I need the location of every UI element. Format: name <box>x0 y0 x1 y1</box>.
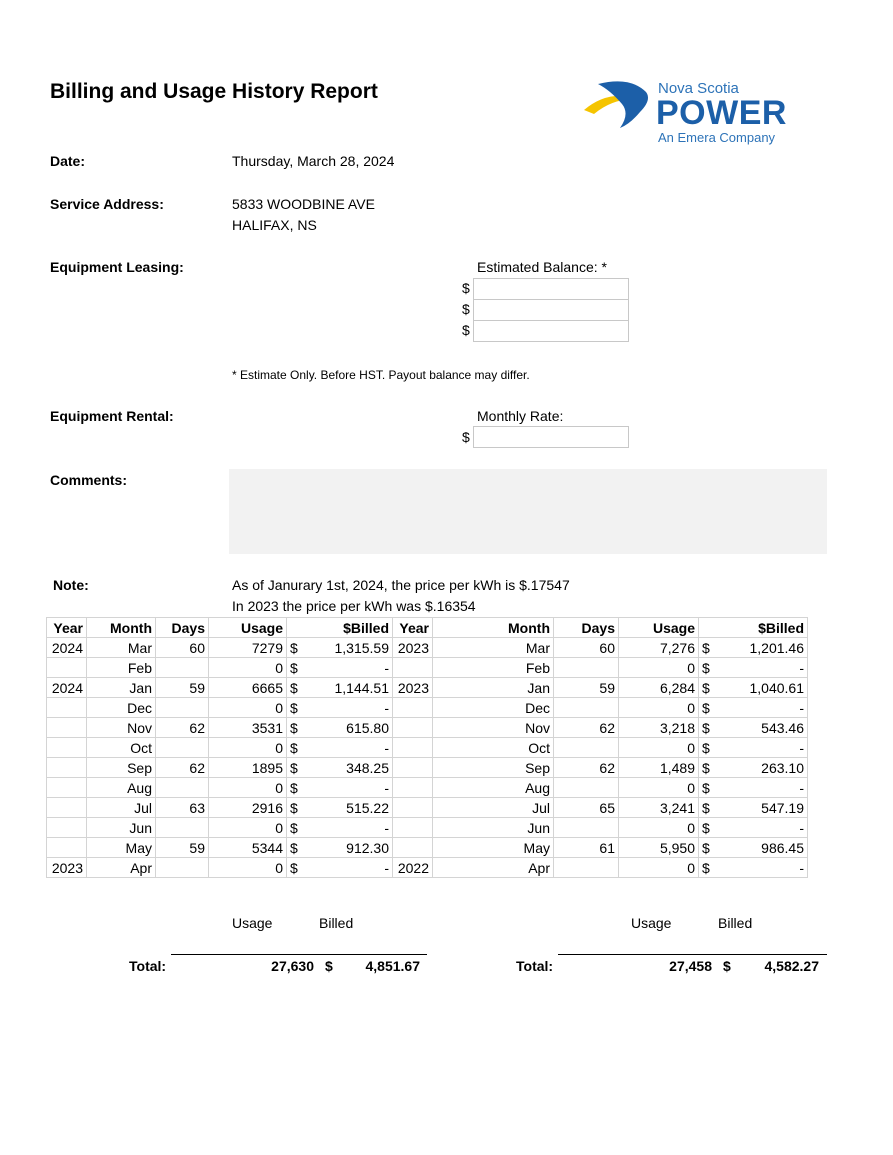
cell-left-billed: 912.30 <box>303 838 393 858</box>
cell-right-month: Dec <box>433 698 554 718</box>
cell-left-days <box>156 818 209 838</box>
cell-left-billed: 515.22 <box>303 798 393 818</box>
cell-right-days: 62 <box>554 718 619 738</box>
cell-right-currency: $ <box>699 858 715 878</box>
cell-left-currency: $ <box>287 638 303 658</box>
total-billed-right: 4,582.27 <box>764 958 819 974</box>
cell-left-days <box>156 698 209 718</box>
cell-right-days: 62 <box>554 758 619 778</box>
cell-right-billed: 1,201.46 <box>715 638 808 658</box>
cell-right-year <box>393 778 433 798</box>
cell-left-usage: 1895 <box>209 758 287 778</box>
cell-left-month: Aug <box>87 778 156 798</box>
cell-right-month: Aug <box>433 778 554 798</box>
balance-currency-2: $ <box>462 301 470 317</box>
cell-right-year: 2023 <box>393 638 433 658</box>
totals-billed-label-left: Billed <box>319 915 354 931</box>
rate-currency: $ <box>462 429 470 445</box>
cell-right-year <box>393 698 433 718</box>
cell-right-days <box>554 778 619 798</box>
cell-right-usage: 1,489 <box>619 758 699 778</box>
cell-left-year: 2023 <box>47 858 87 878</box>
cell-left-month: Feb <box>87 658 156 678</box>
cell-right-days <box>554 818 619 838</box>
cell-right-billed: - <box>715 738 808 758</box>
table-row <box>47 658 808 678</box>
table-row <box>47 818 808 838</box>
service-address-label: Service Address: <box>50 196 164 212</box>
cell-right-year <box>393 718 433 738</box>
nova-scotia-power-logo <box>580 76 820 150</box>
cell-left-days: 59 <box>156 678 209 698</box>
cell-right-year <box>393 838 433 858</box>
cell-right-currency: $ <box>699 838 715 858</box>
cell-right-month: Jan <box>433 678 554 698</box>
cell-right-usage: 0 <box>619 858 699 878</box>
balance-currency-1: $ <box>462 280 470 296</box>
cell-right-month: Jun <box>433 818 554 838</box>
totals-rule-left <box>171 954 427 955</box>
date-label: Date: <box>50 153 86 169</box>
cell-right-usage: 3,218 <box>619 718 699 738</box>
cell-right-billed: - <box>715 818 808 838</box>
header-days: Days <box>156 618 209 638</box>
cell-left-usage: 0 <box>209 738 287 758</box>
monthly-rate-label: Monthly Rate: <box>477 408 564 424</box>
header-year-prev: Year <box>393 618 433 638</box>
cell-left-billed: - <box>303 778 393 798</box>
cell-left-usage: 2916 <box>209 798 287 818</box>
cell-left-currency: $ <box>287 658 303 678</box>
table-row <box>47 698 808 718</box>
header-usage-prev: Usage <box>619 618 699 638</box>
cell-right-currency: $ <box>699 818 715 838</box>
cell-left-days: 63 <box>156 798 209 818</box>
cell-left-currency: $ <box>287 678 303 698</box>
cell-right-billed: - <box>715 778 808 798</box>
cell-right-month: Nov <box>433 718 554 738</box>
cell-left-usage: 0 <box>209 698 287 718</box>
cell-right-usage: 0 <box>619 738 699 758</box>
cell-right-month: Sep <box>433 758 554 778</box>
cell-right-billed: 547.19 <box>715 798 808 818</box>
totals-usage-label-left: Usage <box>232 915 273 931</box>
note-line2: In 2023 the price per kWh was $.16354 <box>232 598 476 614</box>
cell-left-usage: 5344 <box>209 838 287 858</box>
cell-right-currency: $ <box>699 798 715 818</box>
cell-left-currency: $ <box>287 798 303 818</box>
cell-left-month: Apr <box>87 858 156 878</box>
table-row <box>47 678 808 698</box>
cell-left-days <box>156 858 209 878</box>
cell-right-usage: 0 <box>619 658 699 678</box>
logo-text-power: POWER <box>656 94 787 132</box>
cell-left-days: 62 <box>156 718 209 738</box>
cell-left-days <box>156 658 209 678</box>
total-label-left: Total: <box>129 958 167 974</box>
cell-left-usage: 0 <box>209 778 287 798</box>
table-row <box>47 758 808 778</box>
cell-left-currency: $ <box>287 718 303 738</box>
cell-right-days <box>554 858 619 878</box>
table-row <box>47 718 808 738</box>
table-row <box>47 798 808 818</box>
cell-left-year <box>47 698 87 718</box>
totals-rule-right <box>558 954 827 955</box>
header-billed: $Billed <box>287 618 393 638</box>
cell-left-month: Mar <box>87 638 156 658</box>
cell-right-billed: 543.46 <box>715 718 808 738</box>
cell-left-currency: $ <box>287 758 303 778</box>
cell-right-year: 2023 <box>393 678 433 698</box>
cell-left-usage: 0 <box>209 658 287 678</box>
cell-left-month: Jan <box>87 678 156 698</box>
cell-right-year <box>393 658 433 678</box>
cell-right-billed: - <box>715 658 808 678</box>
cell-right-month: Feb <box>433 658 554 678</box>
cell-right-currency: $ <box>699 698 715 718</box>
cell-right-year <box>393 758 433 778</box>
cell-left-billed: 348.25 <box>303 758 393 778</box>
balance-field-2[interactable] <box>473 299 629 321</box>
cell-left-days <box>156 738 209 758</box>
cell-left-billed: - <box>303 658 393 678</box>
total-billed-left: 4,851.67 <box>365 958 420 974</box>
cell-left-year: 2024 <box>47 638 87 658</box>
cell-left-billed: - <box>303 818 393 838</box>
logo-text-nova-scotia: Nova Scotia <box>658 80 739 97</box>
cell-right-year <box>393 798 433 818</box>
total-usage-left: 27,630 <box>271 958 314 974</box>
cell-left-days <box>156 778 209 798</box>
cell-left-month: Nov <box>87 718 156 738</box>
cell-left-currency: $ <box>287 818 303 838</box>
cell-right-usage: 0 <box>619 818 699 838</box>
cell-left-month: Sep <box>87 758 156 778</box>
cell-left-days: 62 <box>156 758 209 778</box>
totals-billed-label-right: Billed <box>718 915 753 931</box>
cell-left-year <box>47 798 87 818</box>
cell-left-month: Jun <box>87 818 156 838</box>
cell-right-month: Oct <box>433 738 554 758</box>
header-billed-prev: $Billed <box>699 618 808 638</box>
cell-left-billed: - <box>303 858 393 878</box>
header-month-prev: Month <box>433 618 554 638</box>
note-line1: As of Janurary 1st, 2024, the price per kWh is $.17547 <box>232 577 570 593</box>
cell-right-billed: - <box>715 698 808 718</box>
cell-left-days: 59 <box>156 838 209 858</box>
cell-right-month: Apr <box>433 858 554 878</box>
monthly-rate-field[interactable] <box>473 426 629 448</box>
total-currency-right: $ <box>723 958 731 974</box>
table-row <box>47 838 808 858</box>
date-value: Thursday, March 28, 2024 <box>232 153 395 169</box>
comments-label: Comments: <box>50 472 128 488</box>
totals-usage-label-right: Usage <box>631 915 672 931</box>
cell-right-days: 61 <box>554 838 619 858</box>
cell-right-days <box>554 658 619 678</box>
cell-right-usage: 7,276 <box>619 638 699 658</box>
cell-left-usage: 0 <box>209 818 287 838</box>
service-address-line2: HALIFAX, NS <box>232 217 317 233</box>
logo-text-emera: An Emera Company <box>658 130 776 145</box>
cell-left-year <box>47 778 87 798</box>
cell-right-days: 59 <box>554 678 619 698</box>
cell-right-usage: 3,241 <box>619 798 699 818</box>
cell-left-year <box>47 738 87 758</box>
equipment-leasing-label: Equipment Leasing: <box>50 259 184 275</box>
cell-left-usage: 3531 <box>209 718 287 738</box>
balance-field-1[interactable] <box>473 278 629 300</box>
table-row <box>47 638 808 658</box>
cell-right-month: Mar <box>433 638 554 658</box>
cell-left-year: 2024 <box>47 678 87 698</box>
equipment-rental-label: Equipment Rental: <box>50 408 174 424</box>
cell-left-currency: $ <box>287 778 303 798</box>
cell-right-month: May <box>433 838 554 858</box>
header-days-prev: Days <box>554 618 619 638</box>
cell-right-days <box>554 738 619 758</box>
cell-left-currency: $ <box>287 858 303 878</box>
cell-right-currency: $ <box>699 638 715 658</box>
total-currency-left: $ <box>325 958 333 974</box>
estimated-balance-label: Estimated Balance: * <box>477 259 607 275</box>
cell-left-currency: $ <box>287 698 303 718</box>
cell-left-year <box>47 838 87 858</box>
cell-left-year <box>47 718 87 738</box>
header-usage: Usage <box>209 618 287 638</box>
cell-right-billed: 986.45 <box>715 838 808 858</box>
cell-left-month: Oct <box>87 738 156 758</box>
estimate-note: * Estimate Only. Before HST. Payout balance may differ. <box>232 368 530 382</box>
note-label: Note: <box>53 577 89 593</box>
cell-left-usage: 7279 <box>209 638 287 658</box>
table-row <box>47 858 808 878</box>
cell-right-usage: 5,950 <box>619 838 699 858</box>
cell-right-days: 65 <box>554 798 619 818</box>
service-address-line1: 5833 WOODBINE AVE <box>232 196 375 212</box>
cell-right-year: 2022 <box>393 858 433 878</box>
report-title: Billing and Usage History Report <box>50 80 378 103</box>
cell-left-month: Jul <box>87 798 156 818</box>
cell-left-billed: - <box>303 698 393 718</box>
cell-right-usage: 0 <box>619 778 699 798</box>
usage-history-table <box>46 617 808 878</box>
cell-right-billed: 1,040.61 <box>715 678 808 698</box>
cell-right-currency: $ <box>699 718 715 738</box>
table-row <box>47 738 808 758</box>
header-year: Year <box>47 618 87 638</box>
cell-left-currency: $ <box>287 738 303 758</box>
cell-left-billed: 615.80 <box>303 718 393 738</box>
logo-swoosh-icon <box>580 78 660 134</box>
cell-right-year <box>393 738 433 758</box>
cell-right-currency: $ <box>699 658 715 678</box>
cell-right-usage: 0 <box>619 698 699 718</box>
cell-left-billed: 1,144.51 <box>303 678 393 698</box>
table-row <box>47 778 808 798</box>
cell-right-year <box>393 818 433 838</box>
cell-right-billed: - <box>715 858 808 878</box>
cell-right-billed: 263.10 <box>715 758 808 778</box>
cell-right-currency: $ <box>699 778 715 798</box>
cell-left-billed: - <box>303 738 393 758</box>
cell-left-billed: 1,315.59 <box>303 638 393 658</box>
cell-right-currency: $ <box>699 758 715 778</box>
cell-left-month: Dec <box>87 698 156 718</box>
cell-right-currency: $ <box>699 738 715 758</box>
balance-field-3[interactable] <box>473 320 629 342</box>
comments-box[interactable] <box>229 469 827 554</box>
total-usage-right: 27,458 <box>669 958 712 974</box>
cell-left-month: May <box>87 838 156 858</box>
cell-left-usage: 0 <box>209 858 287 878</box>
table-header-row <box>47 618 808 638</box>
cell-left-year <box>47 818 87 838</box>
header-month: Month <box>87 618 156 638</box>
cell-right-currency: $ <box>699 678 715 698</box>
total-label-right: Total: <box>516 958 554 974</box>
cell-right-days: 60 <box>554 638 619 658</box>
cell-right-usage: 6,284 <box>619 678 699 698</box>
cell-right-days <box>554 698 619 718</box>
balance-currency-3: $ <box>462 322 470 338</box>
cell-left-year <box>47 658 87 678</box>
cell-left-year <box>47 758 87 778</box>
cell-left-usage: 6665 <box>209 678 287 698</box>
cell-right-month: Jul <box>433 798 554 818</box>
cell-left-days: 60 <box>156 638 209 658</box>
cell-left-currency: $ <box>287 838 303 858</box>
